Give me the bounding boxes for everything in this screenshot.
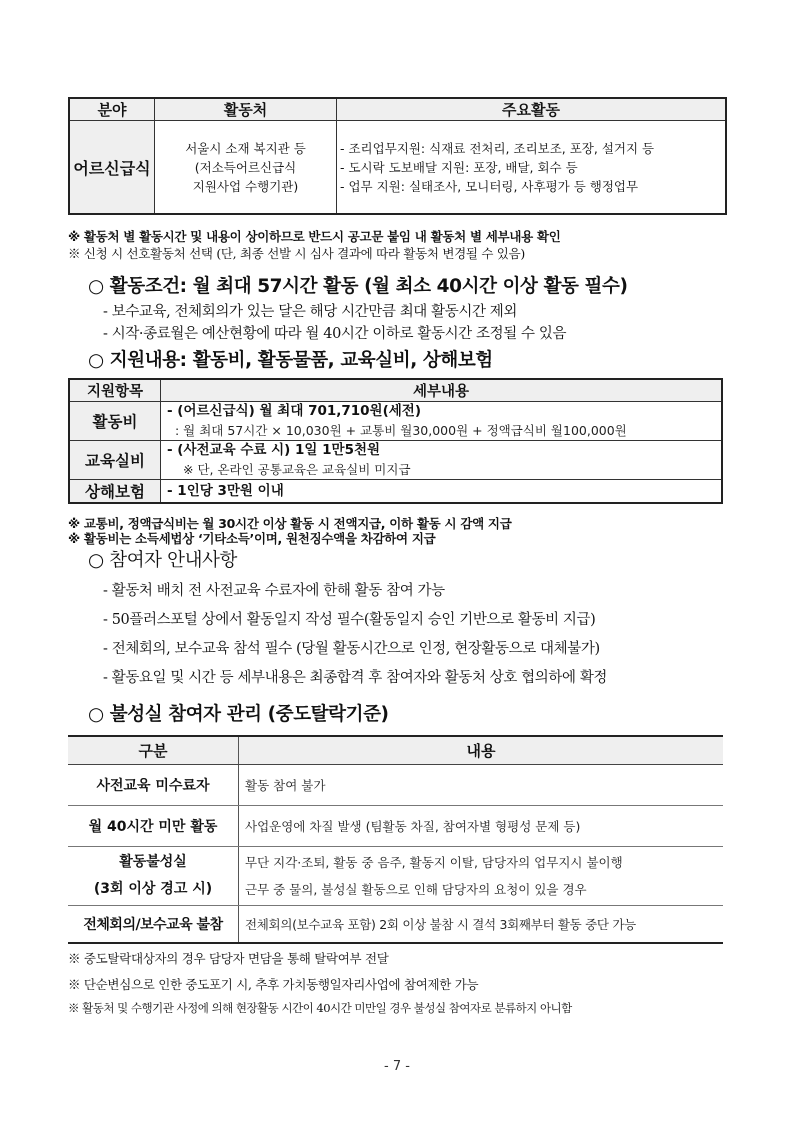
note-bold: ※ 활동처 별 활동시간 및 내용이 상이하므로 반드시 공고문 붙임 내 활동처 별 세부내용 확인 (68, 229, 561, 244)
table-row (69, 402, 722, 441)
detail-sub: : 월 최대 57시간 × 10,030원 + 교통비 월30,000원 + 정액급식비 월100,000원 (175, 423, 627, 438)
header-category: 구분 (68, 736, 239, 765)
table-row (69, 121, 726, 215)
place-line: (저소득어르신급식 (194, 159, 297, 175)
support-detail (161, 441, 723, 480)
dropout-content: 사업운영에 차질 발생 (팀활동 차질, 참여자별 형평성 문제 등) (239, 806, 724, 847)
place-line: 지원사업 수행기관) (192, 178, 299, 194)
table-row (69, 480, 722, 504)
activity-table (68, 97, 727, 215)
guide-item: - 50플러스포털 상에서 활동일지 작성 필수(활동일지 승인 기반으로 활동비 지급) (103, 612, 596, 628)
header-item: 지원항목 (69, 379, 161, 402)
support-table (68, 378, 723, 504)
dropout-content: 활동 참여 불가 (239, 765, 724, 806)
dropout-category: 사전교육 미수료자 (68, 765, 239, 806)
section-title-dropout: ○ 불성실 참여자 관리 (중도탈락기준) (88, 704, 389, 725)
header-detail: 세부내용 (161, 379, 723, 402)
table-row (68, 765, 723, 806)
place-line: 서울시 소재 복지관 등 (185, 140, 306, 156)
support-detail (161, 402, 723, 441)
condition-item: - 보수교육, 전체회의가 있는 달은 해당 시간만큼 최대 활동시간 제외 (103, 304, 517, 320)
dropout-category: 월 40시간 미만 활동 (68, 806, 239, 847)
support-note: ※ 교통비, 정액급식비는 월 30시간 이상 활동 시 전액지급, 이하 활동 시 감액 지급 (68, 516, 512, 531)
support-note: ※ 활동비는 소득세법상 ‘기타소득’이며, 원천징수액을 차감하여 지급 (68, 531, 436, 546)
activity-line: - 업무 지원: 실태조사, 모니터링, 사후평가 등 행정업무 (340, 178, 639, 194)
table-row (69, 441, 722, 480)
guide-item: - 활동처 배치 전 사전교육 수료자에 한해 활동 참여 가능 (103, 583, 445, 599)
support-item: 교육실비 (69, 441, 161, 480)
category-line: 활동불성실 (119, 854, 187, 870)
section-title-support: ○ 지원내용: 활동비, 활동물품, 교육실비, 상해보험 (88, 350, 493, 371)
table-row (68, 906, 723, 944)
header-content: 내용 (239, 736, 724, 765)
detail-sub: ※ 단, 온라인 공통교육은 교육실비 미지급 (183, 462, 411, 477)
category-line: (3회 이상 경고 시) (93, 881, 213, 897)
detail-main: - (사전교육 수료 시) 1일 1만5천원 (167, 442, 381, 458)
dropout-note: ※ 중도탈락대상자의 경우 담당자 면담을 통해 탈락여부 전달 (68, 951, 389, 966)
support-item: 상해보험 (69, 480, 161, 504)
dropout-content (239, 847, 724, 906)
activity-line: - 조리업무지원: 식재료 전처리, 조리보조, 포장, 설거지 등 (340, 140, 655, 156)
field-cell: 어르신급식 (69, 121, 155, 215)
note-normal: ※ 신청 시 선호활동처 선택 (단, 최종 선발 시 심사 결과에 따라 활동처 변경될 수 있음) (68, 246, 525, 261)
content-line: 근무 중 물의, 불성실 활동으로 인해 담당자의 요청이 있을 경우 (245, 882, 587, 897)
guide-item: - 전체회의, 보수교육 참석 필수 (당월 활동시간으로 인정, 현장활동으로 대체불가) (103, 641, 600, 657)
activity-line: - 도시락 도보배달 지원: 포장, 배달, 회수 등 (340, 159, 578, 175)
dropout-note: ※ 활동처 및 수행기관 사정에 의해 현장활동 시간이 40시간 미만일 경우 불성실 참여자로 분류하지 아니함 (68, 1001, 572, 1015)
header-place: 활동처 (155, 98, 337, 121)
dropout-table (68, 735, 723, 944)
guide-item: - 활동요일 및 시간 등 세부내용은 최종합격 후 참여자와 활동처 상호 협의하에 확정 (103, 670, 608, 686)
page-number: - 7 - (384, 1059, 410, 1074)
header-activities: 주요활동 (337, 98, 727, 121)
dropout-content: 전체회의(보수교육 포함) 2회 이상 불참 시 결석 3회째부터 활동 중단 가능 (239, 906, 724, 944)
section-title-conditions: ○ 활동조건: 월 최대 57시간 활동 (월 최소 40시간 이상 활동 필수) (88, 276, 628, 297)
place-cell (155, 121, 337, 215)
dropout-note: ※ 단순변심으로 인한 중도포기 시, 추후 가치동행일자리사업에 참여제한 가능 (68, 977, 479, 992)
support-detail (161, 480, 723, 504)
table-row (68, 806, 723, 847)
detail-main: - (어르신급식) 월 최대 701,710원(세전) (167, 403, 422, 419)
detail-main: - 1인당 3만원 이내 (167, 482, 284, 499)
header-field: 분야 (69, 98, 155, 121)
dropout-category (68, 847, 239, 906)
table-row (68, 847, 723, 906)
content-line: 무단 지각·조퇴, 활동 중 음주, 활동지 이탈, 담당자의 업무지시 불이행 (245, 855, 623, 870)
section-title-guide: ○ 참여자 안내사항 (88, 550, 238, 571)
condition-item: - 시작·종료월은 예산현황에 따라 월 40시간 이하로 활동시간 조정될 수 있음 (103, 326, 567, 342)
support-item: 활동비 (69, 402, 161, 441)
activities-cell (337, 121, 727, 215)
dropout-category: 전체회의/보수교육 불참 (68, 906, 239, 944)
